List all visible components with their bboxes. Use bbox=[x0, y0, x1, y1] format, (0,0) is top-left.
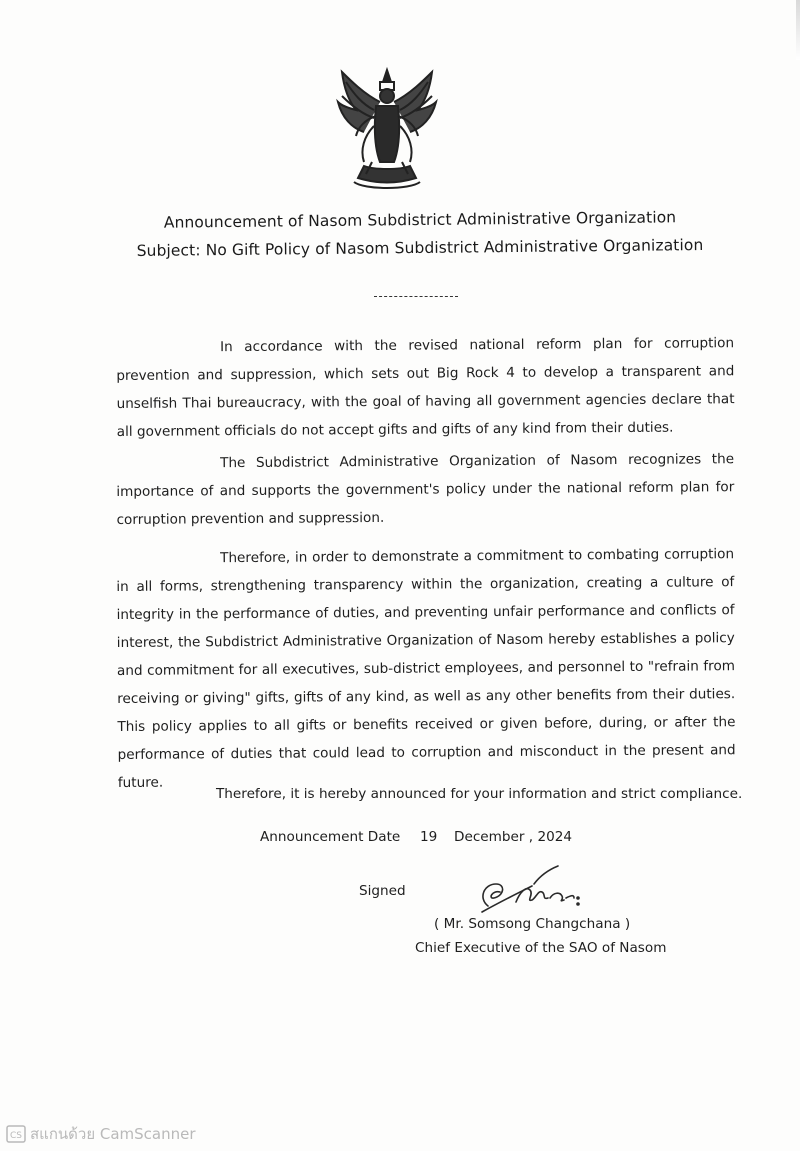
announcement-title: Announcement of Nasom Subdistrict Administrative Organization bbox=[163, 208, 677, 232]
paragraph-sao-support: The Subdistrict Administrative Organization of Nasom recognizes the importance of and supports the government's policy under the national reform plan for corruption prevention and suppression. bbox=[116, 451, 735, 528]
date-month-year: December , 2024 bbox=[454, 829, 573, 845]
date-label: Announcement Date bbox=[260, 829, 401, 845]
signed-label: Signed bbox=[359, 883, 406, 899]
camscanner-logo-icon bbox=[6, 1125, 26, 1143]
watermark-text: สแกนด้วย CamScanner bbox=[30, 1125, 196, 1143]
camscanner-logo-text: CS bbox=[10, 1131, 22, 1141]
announcement-subject: Subject: No Gift Policy of Nasom Subdistrict Administrative Organization bbox=[136, 236, 704, 260]
handwritten-signature bbox=[470, 862, 600, 918]
garuda-emblem-icon bbox=[334, 66, 440, 194]
paragraph-policy-commitment: Therefore, in order to demonstrate a commitment to combating corruption in all forms, strengthening transparency within the organization, creating a culture of integrity in the performance of duties, and preventing unfair performance and conflicts of interest, the Subdistrict Administrative Organization of Nasom hereby establishes a policy and commitment for all executives, sub-district employees, and personnel to "refrain from receiving or giving" gifts, gifts of any kind, as well as any other benefits from their duties. This policy applies to all gifts or benefits received or given before, during, or after the performance of duties that could lead to corruption and misconduct in the present and future. bbox=[116, 546, 736, 791]
signer-name: ( Mr. Somsong Changchana ) bbox=[434, 916, 631, 932]
signer-title: Chief Executive of the SAO of Nasom bbox=[415, 940, 667, 956]
title-divider bbox=[374, 296, 458, 297]
closing-statement: Therefore, it is hereby announced for your information and strict compliance. bbox=[216, 786, 743, 802]
paragraph-reform-plan: In accordance with the revised national reform plan for corruption prevention and suppression, which sets out Big Rock 4 to develop a transparent and unselfish Thai bureaucracy, with the goal of having all government agencies declare that all government officials do not accept gifts and gifts of any kind from their duties. bbox=[116, 335, 735, 440]
announcement-date bbox=[260, 829, 572, 845]
camscanner-watermark bbox=[6, 1124, 196, 1144]
scan-edge-shadow bbox=[796, 0, 800, 60]
date-day: 19 bbox=[420, 829, 438, 845]
